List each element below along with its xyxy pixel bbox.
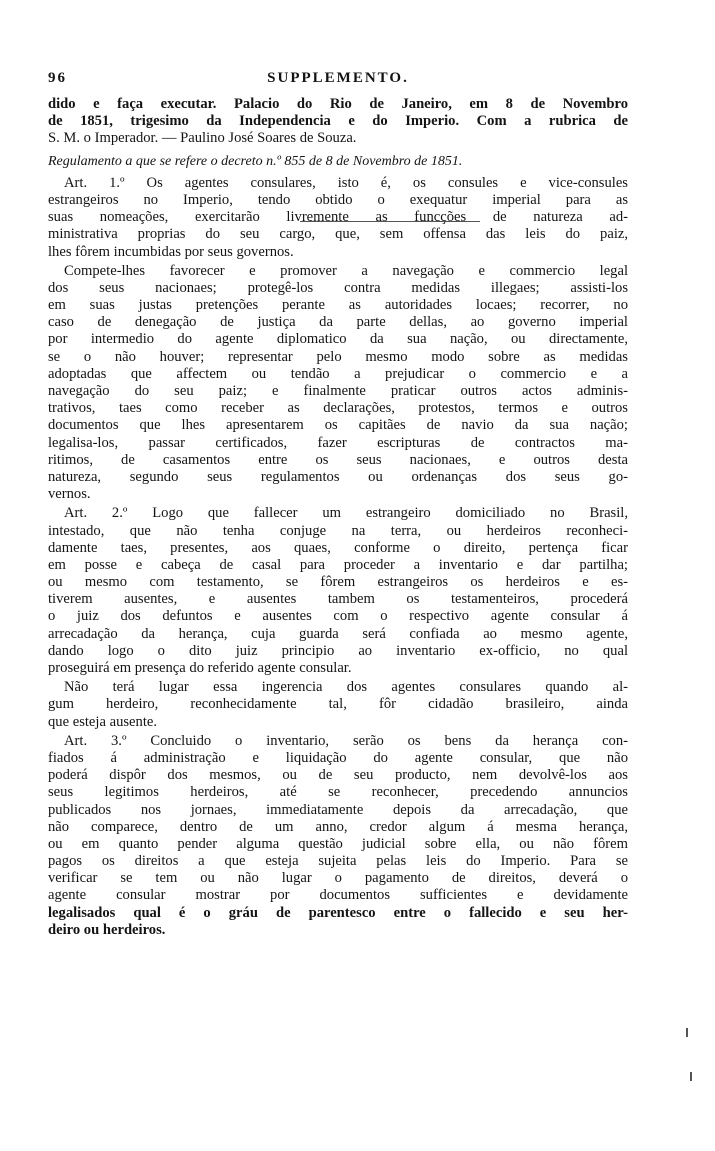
text-line: deiro ou herdeiros. — [48, 921, 166, 938]
margin-speck — [686, 1028, 688, 1037]
text-line: fiados á administração e liquidação do agente consular, que não — [48, 749, 628, 766]
text-line: lhes fôrem incumbidas por seus governos. — [48, 243, 294, 260]
text-line: em suas justas pretenções perante as autoridades locaes; recorrer, no — [48, 297, 628, 314]
text-line: Não terá lugar essa ingerencia dos agentes consulares quando al- — [64, 679, 628, 696]
text-line: arrecadação da herança, cuja guarda será confiada ao mesmo agente, — [48, 625, 628, 642]
text-line: adoptadas que affectem ou tendão a prejudicar o commercio e a — [48, 365, 628, 382]
text-line: gum herdeiro, reconhecidamente tal, fôr cidadão brasileiro, ainda — [48, 696, 628, 713]
text-line: vernos. — [48, 486, 91, 503]
text-line: Compete-lhes favorecer e promover a navegação e commercio legal — [64, 262, 628, 279]
text-line: suas nomeações, exercitarão livremente as funcções de natureza ad- — [48, 209, 628, 226]
regulation-heading — [48, 153, 628, 170]
text-line: caso de denegação de justiça da parte dellas, ao governo imperial — [48, 314, 628, 331]
text-line: que esteja ausente. — [48, 713, 157, 730]
text-line: tiverem ausentes, e ausentes tambem os testamenteiros, procederá — [48, 591, 628, 608]
text-line: pagos os direitos a que esteja sujeita pelas leis do Imperio. Para se — [48, 853, 628, 870]
text-line: ritimos, de casamentos entre os seus nacionaes, e outros desta — [48, 451, 628, 468]
text-line: ministrativa proprias do seu cargo, que, sem offensa das leis do paiz, — [48, 226, 628, 243]
article-1 — [48, 175, 628, 261]
page-number: 96 — [48, 70, 67, 86]
text-line: navegação do seu paiz; e finalmente praticar outros actos adminis- — [48, 383, 628, 399]
text-line: damente taes, presentes, aos quaes, conforme o direito, pertença ficar — [48, 539, 628, 556]
text-line: Art. 3.º Concluido o inventario, serão os bens da herança con- — [64, 732, 628, 749]
text-line: agente consular mostrar por documentos sufficientes e devidamente — [48, 887, 628, 904]
article-1-continued — [48, 263, 628, 504]
text-line: o juiz dos defuntos e ausentes com o respectivo agente consular á — [48, 608, 628, 625]
text-line: se o não houver; representar pelo mesmo modo sobre as medidas — [48, 348, 628, 365]
text-line: por intermedio do agente diplomatico da sua nação, ou directamente, — [48, 331, 628, 348]
text-line: dando logo o dito juiz principio ao inventario ex-officio, no qual — [48, 642, 628, 659]
text-line: poderá dispôr dos mesmos, ou de seu producto, nem devolvê-los aos — [48, 767, 628, 784]
text-line: proseguirá em presença do referido agente consular. — [48, 660, 352, 676]
article-2-continued — [48, 679, 628, 731]
page-header — [48, 70, 628, 94]
margin-speck — [690, 1072, 692, 1081]
text-line: trativos, taes como receber as declarações, protestos, termos e outros — [48, 400, 628, 417]
text-line: verificar se tem ou não lugar o pagamento de direitos, deverá o — [48, 870, 628, 887]
text-line: Art. 1.º Os agentes consulares, isto é, os consules e vice-consules — [64, 174, 628, 191]
text-column — [48, 70, 628, 939]
text-line: documentos que lhes apresentarem os capitães de navio da sua nação; — [48, 417, 628, 434]
text-line: de 1851, trigesimo da Independencia e do Imperio. Com a rubrica de — [48, 113, 628, 130]
text-line: natureza, segundo seus regulamentos ou ordenanças dos seus go- — [48, 468, 628, 485]
text-line: ou mesmo com testamento, se fôrem estrangeiros os herdeiros e es- — [48, 574, 628, 591]
running-title: SUPPLEMENTO. — [267, 70, 409, 86]
regulation-title: Regulamento a que se refere o decreto n.º 855 de 8 de Novembro de 1851. — [48, 153, 463, 169]
text-line: Art. 2.º Logo que fallecer um estrangeiro domiciliado no Brasil, — [64, 505, 628, 522]
article-2 — [48, 505, 628, 677]
decree-closing — [48, 96, 628, 148]
section-divider — [300, 221, 480, 222]
text-line: S. M. o Imperador. — Paulino José Soares de Souza. — [48, 130, 357, 147]
article-3 — [48, 733, 628, 939]
text-line: ou em quanto pender alguma questão judicial sobre ella, ou não fôrem — [48, 835, 628, 852]
text-line: seus legitimos herdeiros, até se reconhecer, precedendo annuncios — [48, 784, 628, 801]
text-line: estrangeiros no Imperio, tendo obtido o exequatur imperial para as — [48, 191, 628, 208]
text-line: legalisados qual é o gráu de parentesco entre o fallecido e seu her- — [48, 904, 628, 921]
text-line: dido e faça executar. Palacio do Rio de Janeiro, em 8 de Novembro — [48, 96, 628, 112]
text-line: intestado, que não tenha conjuge na terra, ou herdeiros reconheci- — [48, 522, 628, 539]
text-line: em posse e cabeça de casal para proceder a inventario e dar partilha; — [48, 556, 628, 573]
text-line: legalisa-los, passar certificados, fazer escripturas de contractos ma- — [48, 434, 628, 451]
text-line: não comparece, dentro de um anno, credor algum á mesma herança, — [48, 818, 628, 835]
text-line: dos seus nacionaes; protegê-los contra medidas illegaes; assisti-los — [48, 279, 628, 296]
text-line: publicados nos jornaes, immediatamente depois da arrecadação, que — [48, 801, 628, 818]
